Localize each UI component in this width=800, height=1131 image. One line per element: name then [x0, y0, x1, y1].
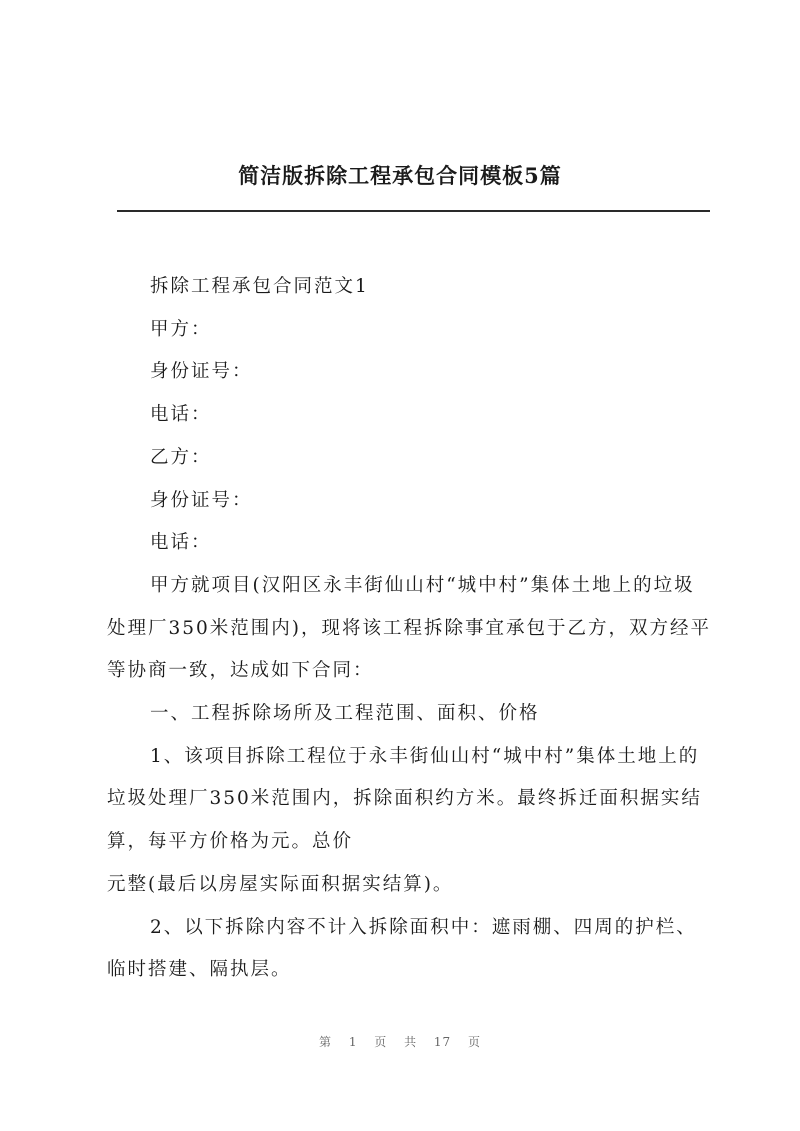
section-heading: 一、工程拆除场所及工程范围、面积、价格 — [150, 703, 540, 725]
contract-heading: 拆除工程承包合同范文1 — [150, 276, 369, 297]
document-body — [107, 266, 715, 992]
intro-paragraph: 甲方就项目(汉阳区永丰街仙山村“城中村”集体土地上的垃圾处理厂350米范围内)，现将该工程拆除事宜承包于乙方，双方经平等协商一致，达成如下合同： — [107, 574, 712, 682]
party-a-label: 甲方： — [150, 318, 212, 340]
party-b-id-label: 身份证号： — [150, 489, 253, 511]
party-a-id-label: 身份证号： — [150, 361, 253, 383]
clause-2: 2、以下拆除内容不计入拆除面积中：遮雨棚、四周的护栏、临时搭建、隔执层。 — [107, 916, 697, 981]
clause-1: 1、该项目拆除工程位于永丰街仙山村“城中村”集体土地上的垃圾处理厂350米范围内，拆除面积约方米。最终拆迁面积据实结算，每平方价格为元。总价 — [107, 745, 702, 853]
party-b-phone-label: 电话： — [150, 532, 212, 554]
document-title: 简洁版拆除工程承包合同模板5篇 — [238, 163, 562, 188]
clause-1-continued: 元整(最后以房屋实际面积据实结算)。 — [107, 873, 454, 895]
party-a-phone-label: 电话： — [150, 404, 212, 426]
party-b-label: 乙方： — [150, 446, 212, 468]
title-divider — [117, 210, 710, 212]
page-number-footer: 第 1 页 共 17 页 — [319, 1035, 481, 1049]
